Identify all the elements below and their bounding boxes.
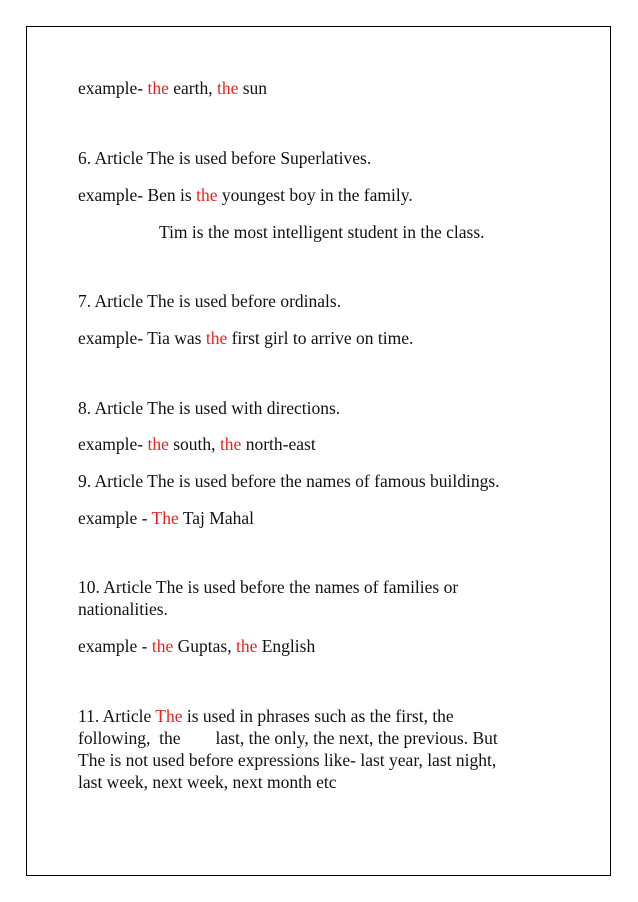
highlighted-article: the xyxy=(147,78,169,98)
example-line-tia xyxy=(78,327,413,349)
highlighted-article: the xyxy=(235,636,258,656)
rule-11-line-1 xyxy=(78,705,454,727)
highlighted-article: the xyxy=(219,434,242,454)
text-segment: example- Tia was xyxy=(78,328,206,348)
text-segment: sun xyxy=(238,78,268,98)
rule-11-line-2: following, the last, the only, the next, the previous. But xyxy=(78,728,498,748)
text-segment: example - xyxy=(78,508,152,528)
text-segment: example- Ben is xyxy=(78,185,197,205)
text-segment: youngest boy in the family. xyxy=(217,185,413,205)
example-line-directions xyxy=(78,433,316,455)
text-segment: example- xyxy=(78,434,148,454)
highlighted-article: the xyxy=(216,78,239,98)
text-segment: English xyxy=(257,636,316,656)
text-segment: 11. Article xyxy=(78,706,156,726)
text-segment: north-east xyxy=(241,434,316,454)
text-segment: south, xyxy=(168,434,220,454)
rule-6-heading: 6. Article The is used before Superlatives. xyxy=(78,148,372,168)
example-line-taj-mahal xyxy=(78,507,254,529)
text-segment: is used in phrases such as the first, the xyxy=(182,706,454,726)
example-line-families xyxy=(78,635,315,657)
rule-11-line-4: last week, next week, next month etc xyxy=(78,772,337,792)
rule-8-heading: 8. Article The is used with directions. xyxy=(78,398,341,418)
text-segment: example - xyxy=(78,636,152,656)
text-segment: Taj Mahal xyxy=(178,508,255,528)
rule-10-heading-line-2: nationalities. xyxy=(78,599,168,619)
example-line-ben xyxy=(78,184,413,206)
rule-11-line-3: The is not used before expressions like- last year, last night, xyxy=(78,750,497,770)
highlighted-article: the xyxy=(147,434,169,454)
text-segment: earth, xyxy=(168,78,217,98)
rule-7-heading: 7. Article The is used before ordinals. xyxy=(78,291,342,311)
text-segment: Guptas, xyxy=(173,636,236,656)
example-line-earth-sun xyxy=(78,77,267,99)
highlighted-article: The xyxy=(155,706,183,726)
highlighted-article: The xyxy=(151,508,179,528)
highlighted-article: the xyxy=(196,185,218,205)
text-segment: example- xyxy=(78,78,148,98)
highlighted-article: the xyxy=(151,636,174,656)
text-segment: first girl to arrive on time. xyxy=(227,328,414,348)
rule-10-heading-line-1: 10. Article The is used before the names of families or xyxy=(78,577,459,597)
highlighted-article: the xyxy=(205,328,228,348)
example-line-tim: Tim is the most intelligent student in the class. xyxy=(159,222,485,242)
rule-9-heading: 9. Article The is used before the names of famous buildings. xyxy=(78,471,500,491)
